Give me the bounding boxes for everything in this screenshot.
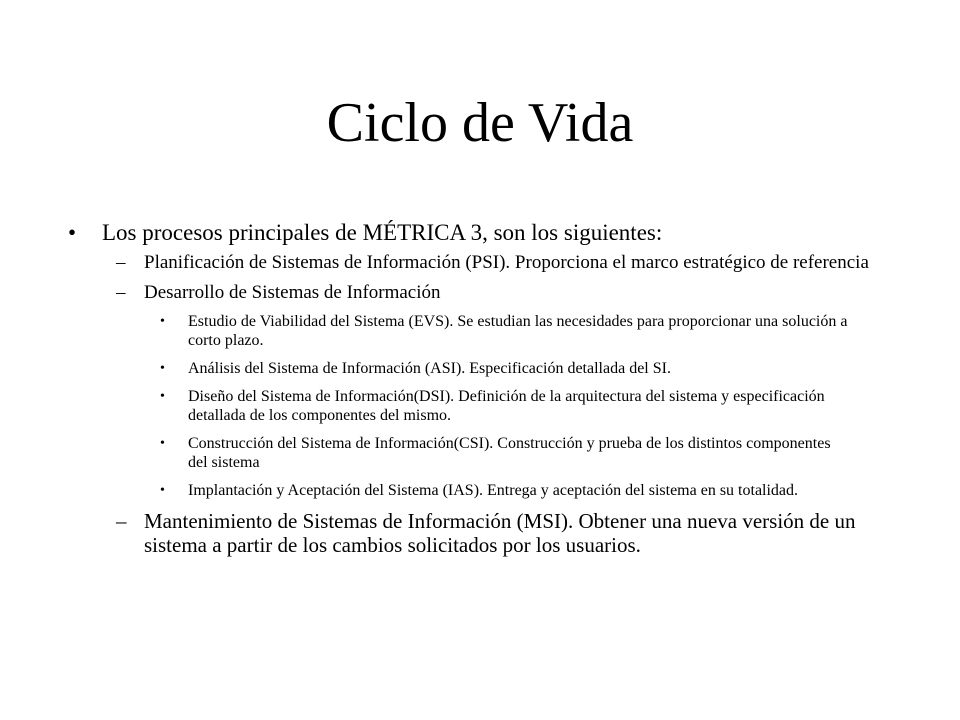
- subprocess-text: Estudio de Viabilidad del Sistema (EVS). Se estudian las necesidades para proporcionar una solución a corto plazo.: [188, 313, 848, 349]
- subprocess-item-evs: [62, 312, 848, 350]
- process-item-psi: [62, 252, 922, 274]
- main-bullet-text: Los procesos principales de MÉTRICA 3, son los siguientes:: [102, 220, 663, 245]
- process-text: Desarrollo de Sistemas de Información: [144, 282, 441, 303]
- subprocess-item-ias: [62, 481, 848, 500]
- process-item-desarrollo: [62, 282, 922, 304]
- bullet-marker: •: [68, 220, 77, 245]
- process-text: Mantenimiento de Sistemas de Información (MSI). Obtener una nueva versión de un sistema a partir de los cambios solicitados por los usuarios.: [144, 509, 856, 557]
- subprocess-item-asi: [62, 359, 848, 378]
- dash-marker: –: [116, 282, 126, 303]
- bullet-marker: •: [160, 361, 165, 376]
- dash-marker: –: [116, 252, 126, 273]
- process-item-msi: [62, 509, 922, 557]
- bullet-marker: •: [160, 436, 165, 451]
- bullet-marker: •: [160, 314, 165, 329]
- subprocess-text: Construcción del Sistema de Información(CSI). Construcción y prueba de los distintos componentes del sistema: [188, 435, 831, 471]
- subprocess-text: Implantación y Aceptación del Sistema (IAS). Entrega y aceptación del sistema en su totalidad.: [188, 482, 799, 499]
- dash-marker: –: [116, 509, 127, 533]
- slide-content: [62, 218, 922, 565]
- bullet-marker: •: [160, 483, 165, 498]
- subprocess-item-dsi: [62, 387, 848, 425]
- slide-title: Ciclo de Vida: [326, 92, 634, 154]
- subprocess-text: Análisis del Sistema de Información (ASI). Especificación detallada del SI.: [188, 360, 671, 377]
- bullet-marker: •: [160, 389, 165, 404]
- process-text: Planificación de Sistemas de Información (PSI). Proporciona el marco estratégico de referencia: [144, 252, 869, 273]
- main-bullet-item: [62, 218, 922, 248]
- subprocess-text: Diseño del Sistema de Información(DSI). Definición de la arquitectura del sistema y especificación detallada de los componentes del mismo.: [188, 388, 825, 424]
- subprocess-item-csi: [62, 434, 848, 472]
